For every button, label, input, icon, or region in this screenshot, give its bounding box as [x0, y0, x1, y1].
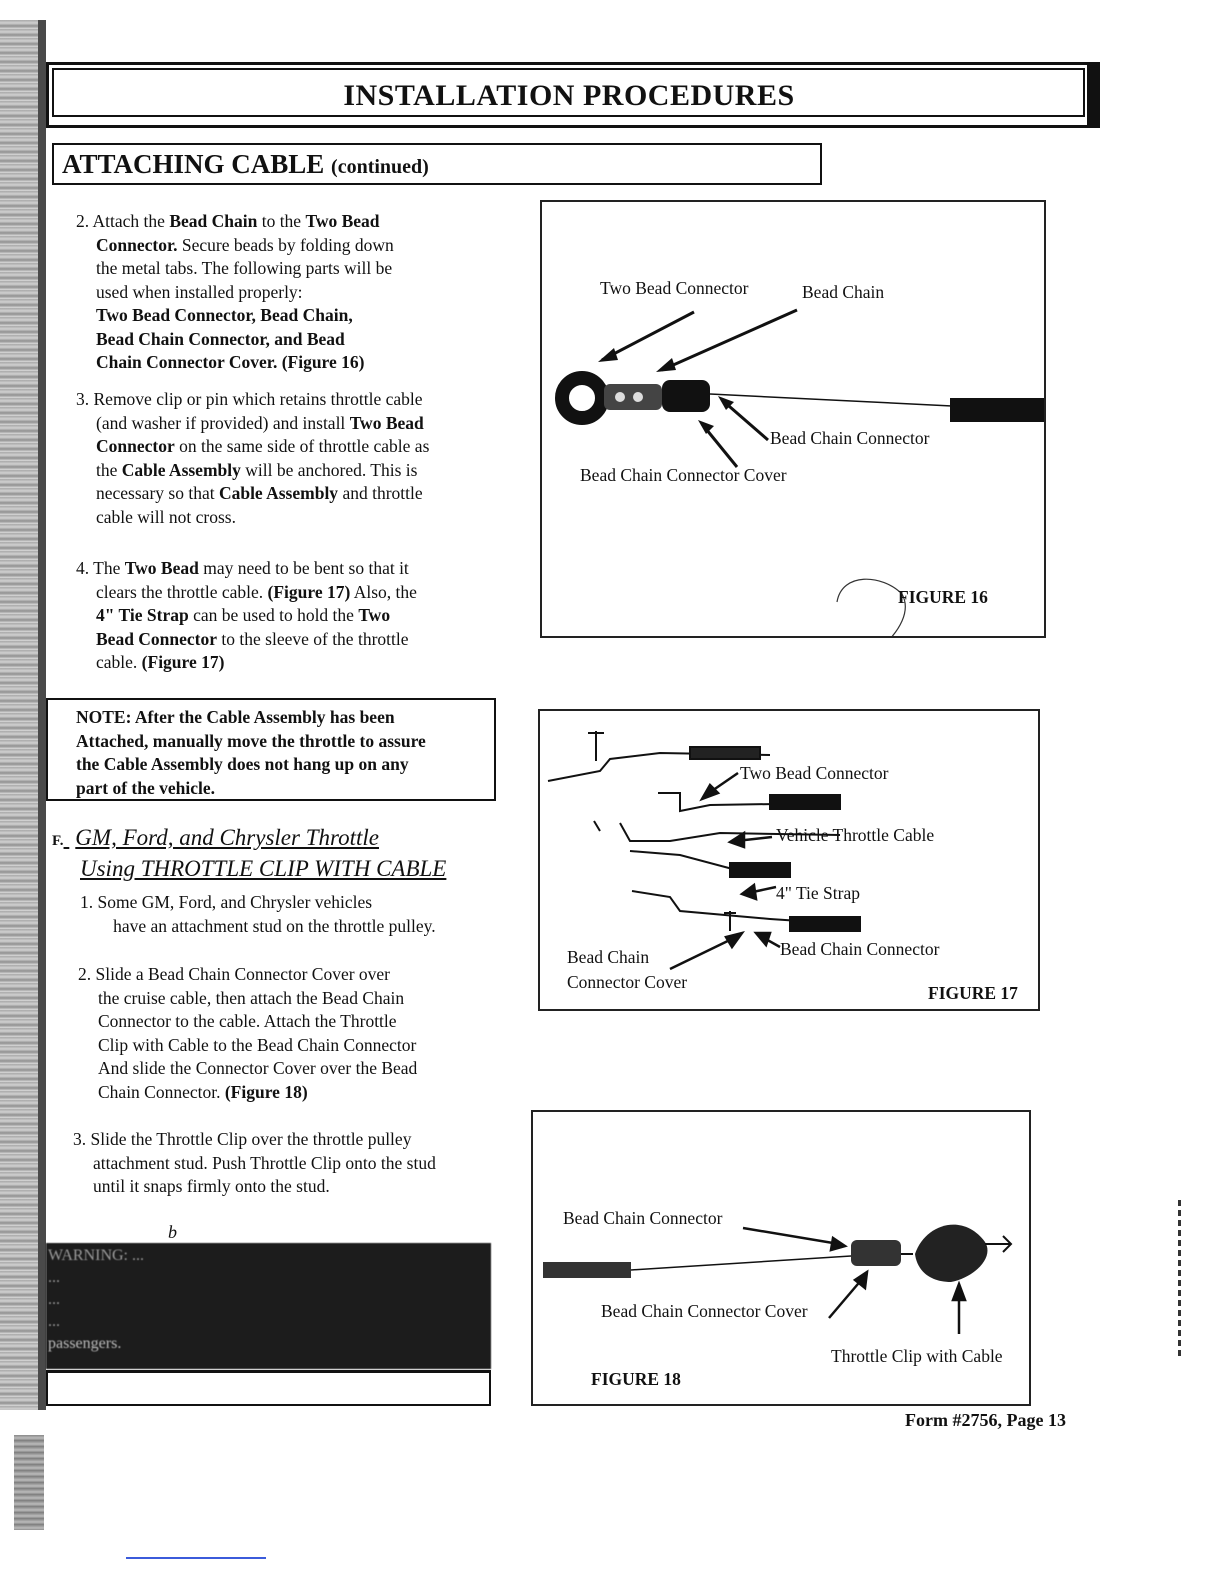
page-header [46, 62, 1100, 128]
step-text: will be anchored. This is [240, 459, 418, 480]
step-line [78, 963, 417, 987]
step-bold-text: Two Bead [305, 211, 380, 231]
note-line: part of the vehicle. [76, 777, 215, 798]
fig17-label-throttle-cable: Vehicle Throttle Cable [776, 825, 935, 845]
page-title: INSTALLATION PROCEDURES [343, 79, 795, 112]
step-bold-text: (Figure 17) [267, 581, 351, 602]
note-line: the Cable Assembly does not hang up on any [76, 754, 409, 774]
section-f-letter: F. [52, 833, 64, 849]
step-line [76, 435, 429, 459]
step-2-paragraph [76, 210, 394, 375]
fig16-caption: FIGURE 16 [898, 587, 988, 607]
step-line [76, 628, 417, 652]
step-bold-text: Two Bead Connector, Bead Chain, [96, 305, 353, 325]
step-text: can be used to hold the [188, 605, 359, 625]
step-line [78, 987, 417, 1011]
step-line [76, 459, 429, 483]
step-text: cable will not cross. [96, 506, 236, 527]
margin-mark [1178, 1200, 1181, 1360]
warning-line: ... [48, 1269, 60, 1286]
step-text: 3. Remove clip or pin which retains throttle cable [76, 389, 423, 409]
step-line [76, 388, 429, 412]
fig16-label-bead-chain: Bead Chain [802, 282, 885, 302]
fig17-label-two-bead: Two Bead Connector [740, 763, 889, 783]
warning-box-footer [46, 1370, 491, 1406]
note-line: Attached, manually move the throttle to assure [76, 730, 426, 751]
section-f-step-3 [73, 1128, 436, 1199]
step-text: until it snaps firmly onto the stud. [93, 1176, 330, 1196]
step-text: have an attachment stud on the throttle pulley. [100, 915, 436, 936]
scan-edge-shadow [0, 20, 46, 1410]
step-text: on the same side of throttle cable as [174, 436, 430, 456]
step-line [76, 651, 417, 675]
step-text: Also, the [350, 581, 417, 602]
fig18-label-bccc: Bead Chain Connector Cover [601, 1301, 808, 1321]
step-text: the cruise cable, then attach the Bead Chain [98, 987, 405, 1008]
step-3-paragraph [76, 388, 429, 529]
fig16-label-two-bead: Two Bead Connector [600, 278, 749, 298]
step-text: clears the throttle cable. [96, 581, 268, 602]
step-text: necessary so that [96, 483, 219, 503]
step-bold-text: Connector [96, 436, 175, 456]
step-line [78, 1034, 417, 1058]
section-title-text: ATTACHING CABLE [62, 149, 325, 179]
step-line [76, 210, 394, 234]
step-text: used when installed properly: [96, 281, 303, 302]
step-line [76, 281, 394, 305]
step-bold-text: 4" Tie Strap [96, 605, 189, 625]
step-line [76, 581, 417, 605]
step-text: cable. [96, 652, 142, 672]
step-text: 2. Attach the [76, 211, 170, 231]
step-line [76, 482, 429, 506]
step-line [78, 1081, 417, 1105]
figure-18 [531, 1110, 1031, 1406]
step-line [73, 1175, 436, 1199]
step-line [76, 328, 394, 352]
warning-line: ... [48, 1291, 60, 1308]
step-4-paragraph [76, 557, 417, 675]
fig17-label-bead-chain: Bead Chain [567, 947, 650, 967]
note-line: NOTE: After the Cable Assembly has been [76, 707, 395, 727]
fig17-label-connector-cover: Connector Cover [567, 972, 688, 992]
step-bold-text: Two [358, 605, 391, 625]
fig18-label-bcc: Bead Chain Connector [563, 1208, 723, 1228]
step-text: 2. Slide a Bead Chain Connector Cover over [78, 964, 391, 984]
fig17-label-tie-strap: 4" Tie Strap [776, 883, 860, 903]
step-text: the [96, 459, 122, 480]
step-text: Secure beads by folding down [177, 234, 394, 255]
note-box [46, 698, 496, 801]
fig16-label-bccc: Bead Chain Connector Cover [580, 465, 787, 485]
section-f-step-1 [80, 891, 436, 938]
section-f-heading [52, 824, 446, 883]
fig17-caption: FIGURE 17 [928, 983, 1018, 1003]
step-line [76, 506, 429, 530]
step-text: to the [257, 211, 306, 231]
warning-box [46, 1243, 491, 1369]
step-line [80, 915, 436, 939]
fig17-label-bcc: Bead Chain Connector [780, 939, 940, 959]
step-bold-text: (Figure 18) [224, 1081, 308, 1102]
step-line [76, 351, 394, 375]
step-bold-text: Cable Assembly [218, 483, 339, 503]
step-text: 3. Slide the Throttle Clip over the throttle pulley [73, 1129, 412, 1149]
step-line [76, 234, 394, 258]
step-bold-text: Bead Chain Connector, and Bead [96, 328, 345, 349]
section-f-line2: Using THROTTLE CLIP WITH CABLE [80, 856, 447, 881]
step-line [73, 1152, 436, 1176]
step-line [78, 1057, 417, 1081]
step-bold-text: Connector. [96, 234, 178, 255]
scan-edge-shadow-lower [14, 1435, 44, 1530]
step-bold-text: Two Bead [124, 558, 199, 578]
step-line [76, 604, 417, 628]
step-line [76, 412, 429, 436]
step-line [76, 304, 394, 328]
step-text: (and washer if provided) and install [96, 412, 350, 433]
step-bold-text: (Figure 17) [141, 652, 225, 672]
warning-line: passengers. [48, 1335, 122, 1352]
figure-16-illustration [542, 202, 1044, 636]
step-text: 1. Some GM, Ford, and Chrysler vehicles [80, 892, 373, 912]
step-line [78, 1010, 417, 1034]
step-bold-text: Bead Connector [96, 628, 218, 649]
step-text: to the sleeve of the throttle [217, 628, 409, 649]
section-title [62, 149, 429, 180]
step-bold-text: Cable Assembly [121, 459, 241, 480]
step-text: and throttle [338, 483, 423, 503]
section-heading-box [52, 143, 822, 185]
step-line [76, 257, 394, 281]
stray-mark: b [168, 1222, 177, 1242]
fig16-label-bcc: Bead Chain Connector [770, 428, 930, 448]
step-text: may need to be bent so that it [198, 558, 409, 578]
warning-line: ... [48, 1313, 60, 1330]
section-f-line1: GM, Ford, and Chrysler Throttle [75, 825, 379, 850]
step-bold-text: Two Bead [349, 412, 424, 433]
fig18-label-clip: Throttle Clip with Cable [831, 1346, 1003, 1366]
step-text: And slide the Connector Cover over the Bead [98, 1058, 418, 1078]
step-text: the metal tabs. The following parts will be [96, 258, 393, 278]
step-text: Connector to the cable. Attach the Throttle [98, 1011, 397, 1031]
figure-16 [540, 200, 1046, 638]
step-line [76, 557, 417, 581]
step-text: Clip with Cable to the Bead Chain Connector [98, 1034, 417, 1055]
step-bold-text: Chain Connector Cover. (Figure 16) [96, 352, 365, 372]
step-text: Chain Connector. [98, 1081, 225, 1102]
step-bold-text: Bead Chain [169, 211, 258, 231]
section-subtitle: (continued) [331, 156, 429, 178]
step-text: attachment stud. Push Throttle Clip onto the stud [93, 1152, 436, 1173]
page-footer: Form #2756, Page 13 [905, 1410, 1066, 1430]
section-f-step-2 [78, 963, 417, 1104]
fig18-caption: FIGURE 18 [591, 1369, 681, 1389]
step-line [73, 1128, 436, 1152]
step-text: 4. The [76, 558, 125, 578]
figure-17 [538, 709, 1040, 1011]
stray-blue-line [126, 1557, 266, 1559]
warning-line: WARNING: ... [48, 1247, 144, 1264]
step-line [80, 891, 436, 915]
